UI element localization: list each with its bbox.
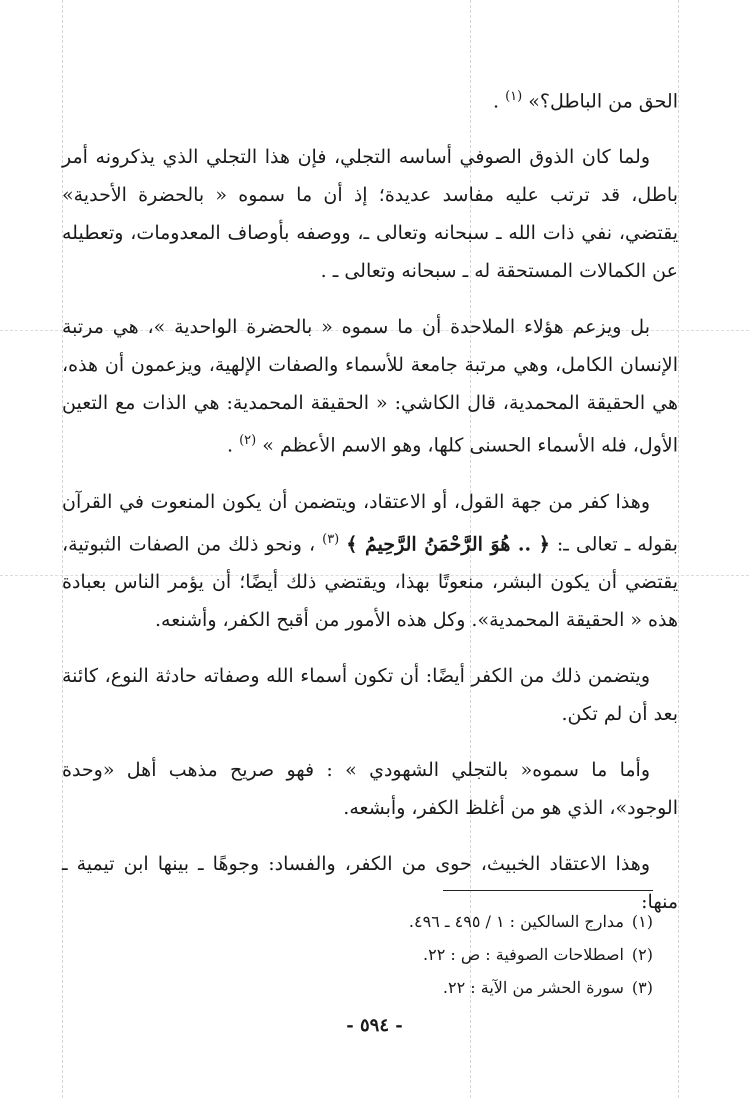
paragraph [62,657,678,733]
paragraph-text: ولما كان الذوق الصوفي أساسه التجلي، فإن هذا التجلي الذي يذكرونه أمر باطل، قد ترتب عليه مفاسد عديدة؛ إذ أن ما سموه « بالحضرة الأحدية» يقتضي، نفي ذات الله ـ سبحانه وتعالى ـ، ووصفه بأوصاف المعدومات، وتعطيله عن الكمالات المستحقة له ـ سبحانه وتعالى ـ . [62,146,678,283]
footnote-text: اصطلاحات الصوفية : ص : ٢٢. [423,945,624,964]
paragraph [62,78,678,120]
footnote-text: مدارج السالكين : ١ / ٤٩٥ ـ ٤٩٦. [408,912,624,931]
scan-guide-line [678,0,679,1098]
footnote [253,905,653,938]
footnotes [253,905,653,1004]
footnote-ref: (١) [505,89,523,104]
quran-verse: ﴿ .. هُوَ الرَّحْمَنُ الرَّحِيمُ ﴾ [346,532,550,555]
paragraph [62,751,678,827]
footnote-ref: (٣) [322,531,340,547]
footnote-ref: (٢) [239,433,257,449]
page-number: - ٥٩٤ - [346,1015,403,1036]
paragraph [62,138,678,290]
footnote-number: (٢) [631,945,653,964]
paragraph-text: وأما ما سموه« بالتجلي الشهودي » : فهو صريح مذهب أهل «وحدة الوجود»، الذي هو من أغلظ الكفر، وأبشعه. [62,758,678,819]
footnote [253,971,653,1004]
footnote [253,938,653,971]
paragraph-tail: ، ونحو ذلك من الصفات الثبوتية، يقتضي أن يكون البشر، منعوتًا بهذا، ويقتضي ذلك أيضًا؛ أن يؤمر الناس بعبادة هذه « الحقيقة المحمدية». وكل هذه الأمور من أقبح الكفر، وأشنعه. [62,532,678,631]
footnote-number: (١) [631,912,653,931]
paragraph-tail: . [493,90,500,113]
page-body [62,78,678,921]
paragraph-text: بل ويزعم هؤلاء الملاحدة أن ما سموه « بالحضرة الواحدية »، هي مرتبة الإنسان الكامل، وهي مرتبة جامعة للأسماء والصفات الإلهية، ويزعمون أن هذه، هي الحقيقة المحمدية، قال الكاشي: « الحقيقة المحمدية: هي الذات مع التعين الأول، فله الأسماء الحسنى كلها، وهو الاسم الأعظم » [62,316,678,457]
paragraph-tail: . [227,434,234,457]
paragraph-text: وهذا كفر من جهة القول، أو الاعتقاد، ويتضمن أن يكون المنعوت في القرآن بقوله ـ تعالى ـ: [62,490,678,555]
paragraph-text: الحق من الباطل؟» [528,90,678,113]
footnote-text: سورة الحشر من الآية : ٢٢. [442,978,624,997]
footnote-number: (٣) [631,978,653,997]
paragraph [62,483,678,639]
footnote-divider [443,890,653,891]
paragraph [62,308,678,464]
paragraph-text: وهذا الاعتقاد الخبيث، حوى من الكفر، والفساد: وجوهًا ـ بينها ابن تيمية ـ منها: [62,852,678,913]
paragraph-text: ويتضمن ذلك من الكفر أيضًا: أن تكون أسماء الله وصفاته حادثة النوع، كائنة بعد أن لم تكن. [62,664,678,725]
